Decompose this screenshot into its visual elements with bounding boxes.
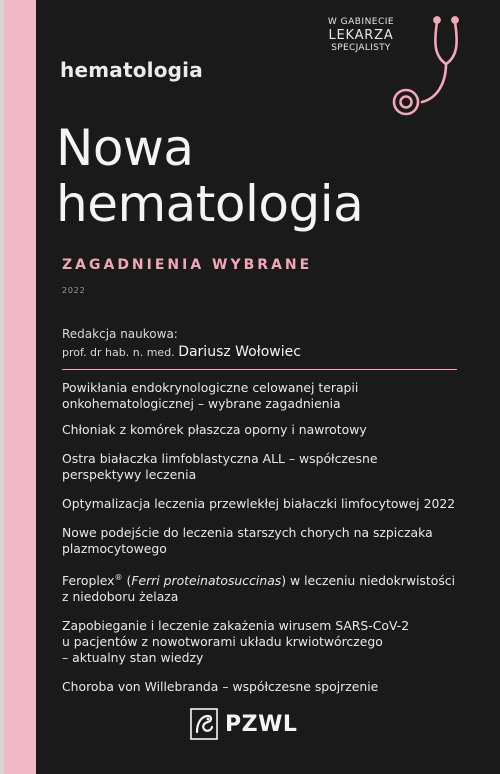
contents-item	[62, 496, 462, 512]
contents-item-line: Powikłania endokrynologiczne celowanej terapii	[62, 380, 359, 395]
pzwl-logo-icon	[190, 708, 218, 740]
latin-name: Ferri proteinatosuccinas	[131, 573, 282, 589]
book-subtitle: ZAGADNIENIA WYBRANE	[62, 257, 313, 273]
contents-item-line: z niedoboru żelaza	[62, 589, 179, 605]
editor-block	[62, 327, 301, 360]
cover-edge	[0, 0, 4, 774]
category-label: hematologia	[60, 58, 203, 82]
contents-item	[62, 570, 462, 605]
publisher-logo	[190, 706, 297, 742]
contents-item-line: Zapobieganie i leczenie zakażenia wirusem SARS-CoV-2	[62, 618, 410, 634]
contents-item-line: Optymalizacja leczenia przewlekłej białaczki limfocytowej 2022	[62, 496, 456, 511]
contents-list	[62, 380, 462, 708]
title-line-2: hematologia	[56, 175, 364, 233]
edition-year: 2022	[62, 286, 86, 295]
editor-title-prefix: prof. dr hab. n. med.	[62, 346, 175, 359]
contents-item-line: Nowe podejście do leczenia starszych chorych na szpiczaka	[62, 525, 433, 540]
contents-item-line: Ostra białaczka limfoblastyczna ALL – współczesne	[62, 451, 378, 466]
contents-item	[62, 525, 462, 557]
series-line-2: LEKARZA	[328, 27, 394, 43]
brand-name: Feroplex	[62, 573, 115, 589]
contents-item	[62, 380, 462, 412]
contents-item-line: – aktualny stan wiedzy	[62, 650, 204, 666]
contents-item	[62, 451, 462, 483]
series-line-1: W GABINECIE	[327, 17, 395, 27]
contents-item	[62, 679, 462, 695]
contents-item-line: plazmocytowego	[62, 541, 167, 556]
book-title	[56, 120, 363, 232]
pink-spine-band	[0, 0, 36, 774]
title-line-1: Nowa	[56, 119, 194, 177]
contents-item-line: Feroplex® (Ferri proteinatosuccinas) w leczeniu niedokrwistości	[62, 573, 456, 589]
registered-mark: ®	[114, 573, 123, 582]
contents-item	[62, 422, 462, 438]
contents-item-line: Choroba von Willebranda – współczesne spojrzenie	[62, 679, 379, 695]
contents-item-line: Chłoniak z komórek płaszcza oporny i nawrotowy	[62, 422, 367, 437]
series-label	[318, 18, 404, 54]
contents-divider	[62, 369, 457, 370]
publisher-name: PZWL	[225, 711, 298, 737]
contents-item-rest: w leczeniu niedokrwistości	[290, 573, 456, 589]
editor-credit	[62, 344, 301, 360]
editor-name: Dariusz Wołowiec	[178, 344, 301, 360]
contents-item-line: u pacjentów z nowotworami układu krwiotwórczego	[62, 634, 383, 650]
contents-item-line: onkohematologicznej – wybrane zagadnienia	[62, 396, 341, 411]
contents-item	[62, 618, 462, 666]
contents-item-line: perspektywy leczenia	[62, 467, 197, 482]
editor-label: Redakcja naukowa:	[62, 327, 178, 341]
series-line-3: SPECJALISTY	[331, 43, 391, 54]
